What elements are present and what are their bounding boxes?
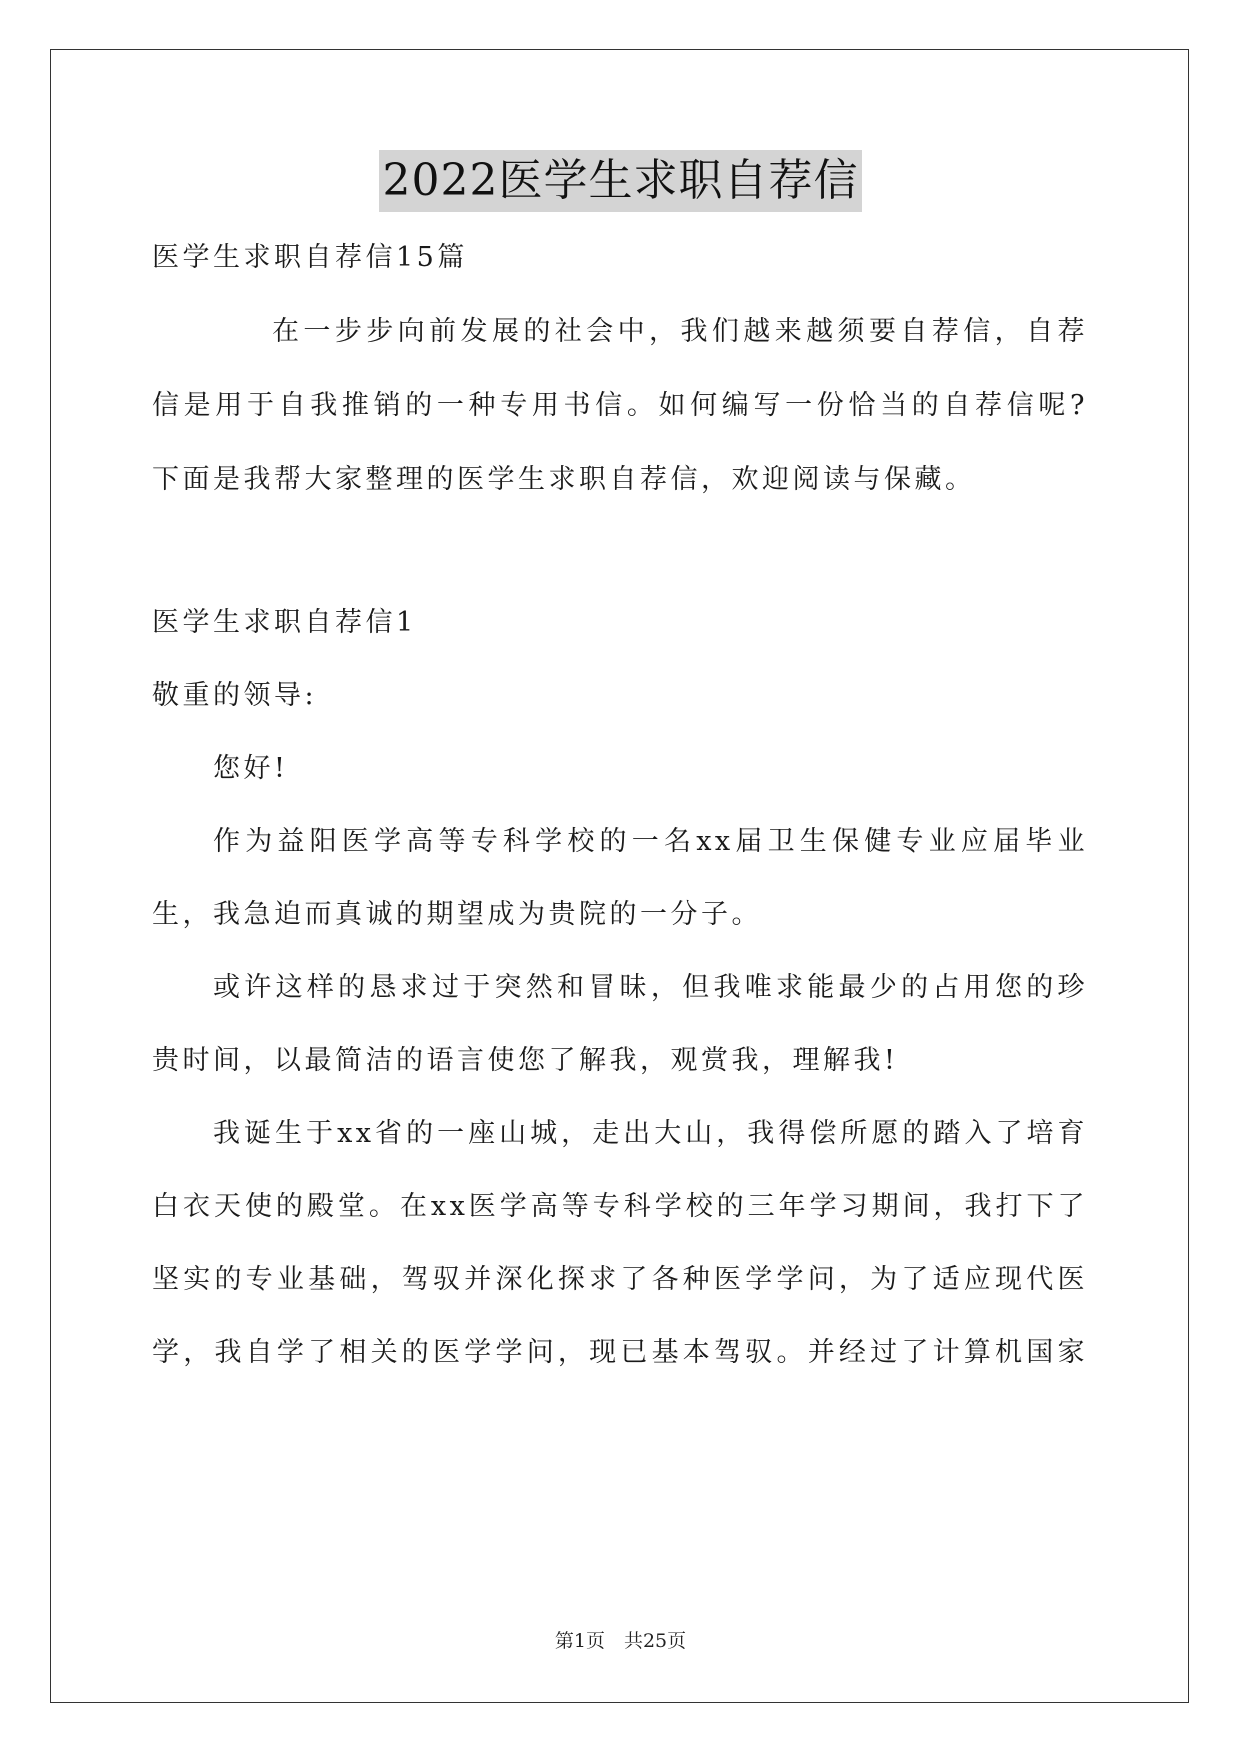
greeting: 您好! <box>213 753 289 784</box>
document-subtitle: 医学生求职自荐信15篇 <box>152 242 468 273</box>
body-line-1: 作为益阳医学高等专科学校的一名xx届卫生保健专业应届毕业 <box>213 826 1088 857</box>
body-line-8: 学，我自学了相关的医学学问，现已基本驾驭。并经过了计算机国家 <box>152 1337 1088 1368</box>
body-line-5: 我诞生于xx省的一座山城，走出大山，我得偿所愿的踏入了培育 <box>213 1118 1088 1149</box>
title-container <box>0 150 1241 212</box>
intro-line-1: 在一步步向前发展的社会中，我们越来越须要自荐信，自荐 <box>272 316 1088 347</box>
intro-line-2: 信是用于自我推销的一种专用书信。如何编写一份恰当的自荐信呢? <box>152 390 1088 421</box>
section-heading: 医学生求职自荐信1 <box>152 607 417 638</box>
body-line-6: 白衣天使的殿堂。在xx医学高等专科学校的三年学习期间，我打下了 <box>152 1191 1088 1222</box>
body-line-4: 贵时间，以最简洁的语言使您了解我，观赏我，理解我! <box>152 1045 899 1076</box>
salutation: 敬重的领导: <box>152 680 318 711</box>
page-border <box>50 49 1189 1703</box>
body-line-3: 或许这样的恳求过于突然和冒昧，但我唯求能最少的占用您的珍 <box>213 972 1088 1003</box>
page-number-footer: 第1页 共25页 <box>554 1630 687 1652</box>
document-title: 2022医学生求职自荐信 <box>379 150 863 212</box>
body-line-2: 生，我急迫而真诚的期望成为贵院的一分子。 <box>152 899 762 930</box>
intro-line-3: 下面是我帮大家整理的医学生求职自荐信，欢迎阅读与保藏。 <box>152 464 976 495</box>
body-line-7: 坚实的专业基础，驾驭并深化探求了各种医学学问，为了适应现代医 <box>152 1264 1088 1295</box>
